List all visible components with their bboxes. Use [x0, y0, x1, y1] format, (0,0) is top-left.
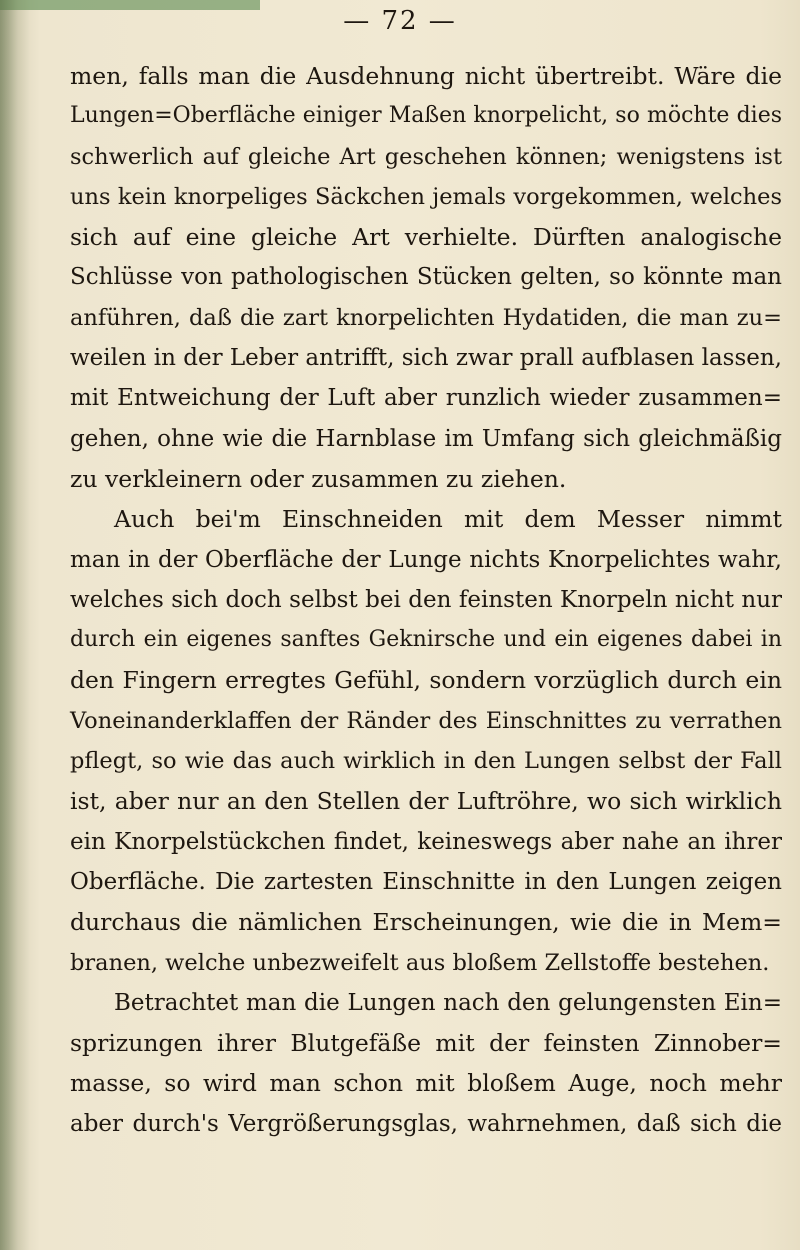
text-line: ein Knorpelstückchen findet, keineswegs aber nahe an ihrer [70, 828, 782, 855]
text-line: anführen, daß die zart knorpelichten Hydatiden, die man zu= [70, 304, 782, 331]
text-line: durch ein eigenes sanftes Geknirsche und ein eigenes dabei in [70, 627, 782, 653]
text-line: aber durch's Vergrößerungsglas, wahrnehmen, daß sich die [70, 1110, 782, 1137]
binding-shadow [0, 0, 30, 1250]
text-line: sich auf eine gleiche Art verhielte. Dürften analogische [70, 223, 782, 252]
text-line: Schlüsse von pathologischen Stücken gelten, so könnte man [70, 264, 782, 291]
text-line: men, falls man die Ausdehnung nicht übertreibt. Wäre die [70, 62, 782, 90]
text-line: branen, welche unbezweifelt aus bloßem Zellstoffe bestehen. [70, 949, 770, 976]
paragraph-start-line: Auch bei'm Einschneiden mit dem Messer nimmt [114, 505, 782, 534]
text-line: weilen in der Leber antrifft, sich zwar prall aufblasen lassen, [70, 345, 782, 372]
text-line: masse, so wird man schon mit bloßem Auge, noch mehr [70, 1069, 782, 1098]
text-line: Voneinanderklaffen der Ränder des Einschnittes zu verrathen [70, 707, 782, 734]
text-line: schwerlich auf gleiche Art geschehen können; wenigstens ist [70, 143, 782, 170]
text-line: uns kein knorpeliges Säckchen jemals vorgekommen, welches [70, 183, 782, 210]
text-line: durchaus die nämlichen Erscheinungen, wie die in Mem= [70, 908, 782, 937]
text-line: zu verkleinern oder zusammen zu ziehen. [70, 464, 567, 493]
text-line: mit Entweichung der Luft aber runzlich wieder zusammen= [70, 385, 782, 412]
text-line: Oberfläche. Die zartesten Einschnitte in den Lungen zeigen [70, 868, 782, 895]
body-text [70, 56, 782, 1144]
text-line: den Fingern erregtes Gefühl, sondern vorzüglich durch ein [70, 666, 782, 695]
paragraph-start-line: Betrachtet man die Lungen nach den gelungensten Ein= [114, 989, 782, 1016]
text-line: sprizungen ihrer Blutgefäße mit der feinsten Zinnober= [70, 1029, 782, 1058]
text-line: man in der Oberfläche der Lunge nichts Knorpelichtes wahr, [70, 546, 782, 573]
text-line: pflegt, so wie das auch wirklich in den Lungen selbst der Fall [70, 748, 782, 775]
page-number: — 72 — [343, 6, 457, 36]
text-line: ist, aber nur an den Stellen der Luftröhre, wo sich wirklich [70, 787, 782, 816]
text-line: welches sich doch selbst bei den feinsten Knorpeln nicht nur [70, 586, 782, 613]
text-line: gehen, ohne wie die Harnblase im Umfang sich gleichmäßig [70, 425, 782, 452]
text-line: Lungen=Oberfläche einiger Maßen knorpelicht, so möchte dies [70, 103, 782, 129]
